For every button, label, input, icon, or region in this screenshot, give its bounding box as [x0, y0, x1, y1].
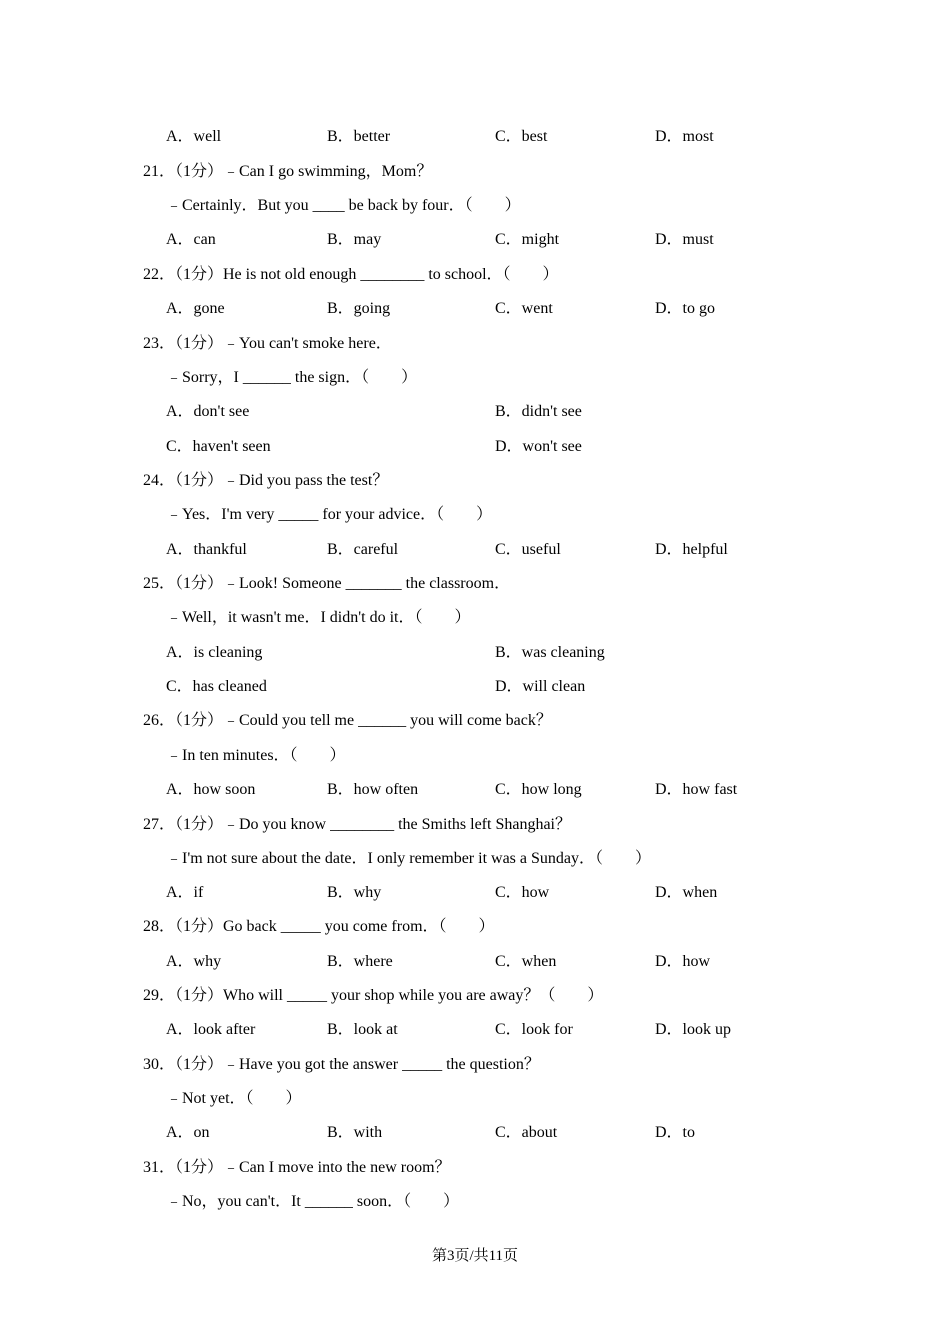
option-b: B．was cleaning	[495, 644, 605, 661]
option-c: C．might	[495, 231, 560, 248]
option-a: A．thankful	[166, 541, 247, 558]
option-a: A．gone	[166, 300, 225, 317]
option-c: C．went	[495, 300, 553, 317]
option-c: C．useful	[495, 541, 561, 558]
question-23: 23．（1分）﹣You can't smoke here．	[143, 335, 392, 352]
question-21: 21．（1分）﹣Can I go swimming，Mom？	[143, 163, 433, 180]
option-a: A．how soon	[166, 781, 256, 798]
option-a: A．if	[166, 884, 204, 901]
option-d: D．when	[655, 884, 718, 901]
option-b: B．may	[327, 231, 382, 248]
option-b: B．better	[327, 128, 391, 145]
option-d: D．will clean	[495, 678, 586, 695]
option-b: B．didn't see	[495, 403, 582, 420]
option-d: D．to go	[655, 300, 716, 317]
option-b: B．going	[327, 300, 391, 317]
question-28: 28．（1分）Go back _____ you come from．（ ）	[143, 918, 495, 935]
option-c: C．how long	[495, 781, 582, 798]
question-31: 31．（1分）﹣Can I move into the new room？	[143, 1159, 451, 1176]
question-23-reply: ﹣Sorry，I ______ the sign．（ ）	[166, 369, 418, 386]
option-b: B．with	[327, 1124, 383, 1141]
question-27-reply: ﹣I'm not sure about the date．I only remember it was a Sunday．（ ）	[166, 850, 652, 867]
question-25-reply: ﹣Well，it wasn't me．I didn't do it．（ ）	[166, 609, 471, 626]
option-a: A．on	[166, 1124, 210, 1141]
question-26-reply: ﹣In ten minutes．（ ）	[166, 747, 346, 764]
option-b: B．where	[327, 953, 393, 970]
page-footer: 第3页/共11页	[431, 1248, 519, 1264]
option-a: A．look after	[166, 1021, 256, 1038]
option-a: A．don't see	[166, 403, 250, 420]
option-d: D．won't see	[495, 438, 582, 455]
option-d: D．must	[655, 231, 714, 248]
question-25: 25．（1分）﹣Look! Someone _______ the classroom．	[143, 575, 511, 592]
question-26: 26．（1分）﹣Could you tell me ______ you will come back？	[143, 712, 552, 729]
question-24-reply: ﹣Yes．I'm very _____ for your advice．（ ）	[166, 506, 493, 523]
question-30: 30．（1分）﹣Have you got the answer _____ the question？	[143, 1056, 540, 1073]
option-d: D．most	[655, 128, 714, 145]
option-b: B．look at	[327, 1021, 398, 1038]
option-d: D．how	[655, 953, 711, 970]
option-b: B．why	[327, 884, 382, 901]
question-27: 27．（1分）﹣Do you know ________ the Smiths left Shanghai？	[143, 816, 571, 833]
option-a: A．is cleaning	[166, 644, 263, 661]
option-b: B．careful	[327, 541, 399, 558]
option-a: A．can	[166, 231, 216, 248]
option-b: B．how often	[327, 781, 419, 798]
option-c: C．haven't seen	[166, 438, 271, 455]
option-c: C．about	[495, 1124, 558, 1141]
question-30-reply: ﹣Not yet．（ ）	[166, 1090, 302, 1107]
option-a: A．well	[166, 128, 222, 145]
option-d: D．how fast	[655, 781, 738, 798]
option-d: D．helpful	[655, 541, 728, 558]
option-a: A．why	[166, 953, 222, 970]
question-24: 24．（1分）﹣Did you pass the test？	[143, 472, 389, 489]
option-c: C．how	[495, 884, 550, 901]
question-29: 29．（1分）Who will _____ your shop while you are away？（ ）	[143, 987, 604, 1004]
option-c: C．has cleaned	[166, 678, 267, 695]
option-d: D．to	[655, 1124, 696, 1141]
question-22: 22．（1分）He is not old enough ________ to school．（ ）	[143, 266, 559, 283]
question-31-reply: ﹣No，you can't．It ______ soon．（ ）	[166, 1193, 460, 1210]
option-c: C．when	[495, 953, 557, 970]
option-d: D．look up	[655, 1021, 732, 1038]
option-c: C．look for	[495, 1021, 573, 1038]
option-c: C．best	[495, 128, 548, 145]
question-21-reply: ﹣Certainly．But you ____ be back by four．（ ）	[166, 197, 521, 214]
